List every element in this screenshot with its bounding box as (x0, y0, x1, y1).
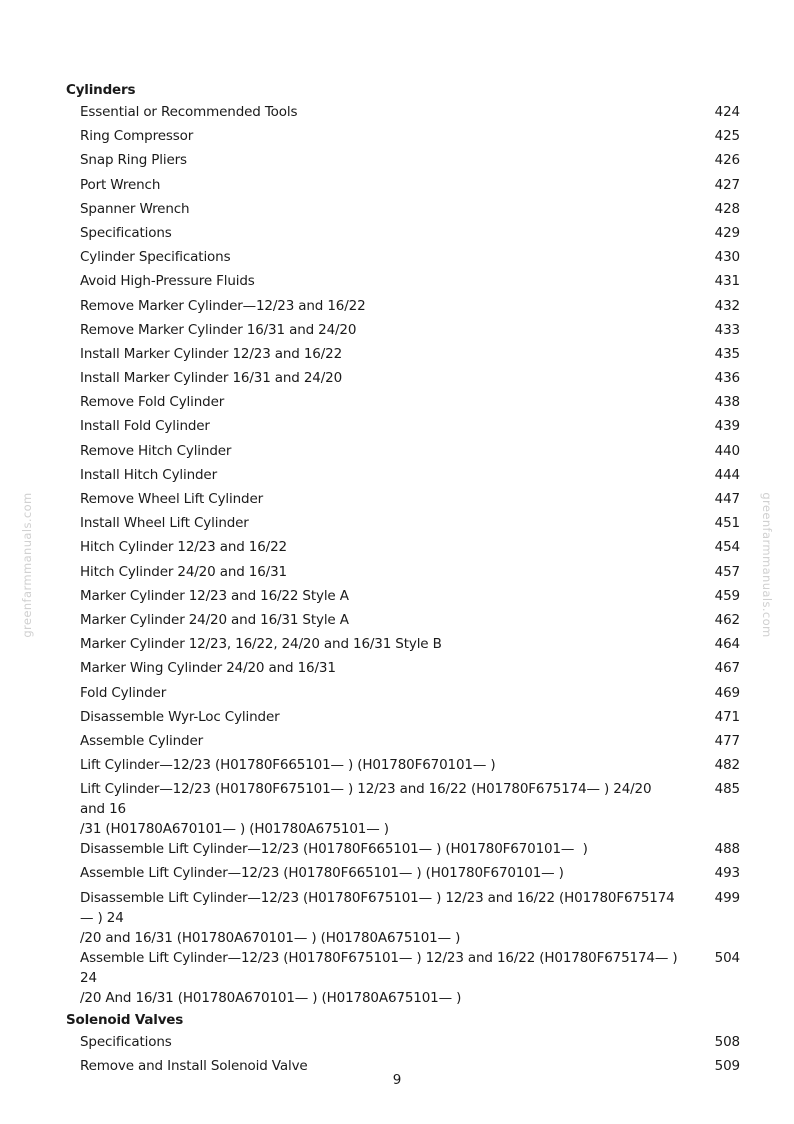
toc-entry-title: Remove and Install Solenoid Valve (80, 1057, 308, 1074)
toc-entry-page: 424 (714, 104, 740, 120)
toc-entry-page: 425 (714, 128, 740, 145)
toc-entry-title: Cylinder Specifications (80, 249, 231, 266)
toc-entry-title: Disassemble Wyr-Loc Cylinder (80, 708, 280, 725)
toc-entry[interactable] (66, 271, 746, 295)
toc-entry-page: 462 (714, 611, 740, 628)
page-number: 9 (392, 1072, 402, 1088)
toc-entry[interactable] (66, 102, 746, 126)
toc-entry-title: Specifications (80, 1033, 172, 1050)
toc-entry-title: Install Fold Cylinder (80, 418, 210, 435)
toc-entry-page: 427 (714, 176, 740, 193)
toc-entry-page: 436 (714, 370, 740, 387)
toc-entry[interactable] (66, 863, 746, 887)
toc-entry-page: 457 (714, 563, 740, 580)
toc-entry-title: Ring Compressor (80, 128, 194, 145)
toc-entry[interactable] (66, 634, 746, 658)
toc-entry[interactable] (66, 344, 746, 368)
toc-entry[interactable] (66, 562, 746, 586)
toc-entry-title: Essential or Recommended Tools (80, 104, 298, 120)
toc-entry-title: Marker Cylinder 12/23, 16/22, 24/20 and 16/31 Style B (80, 636, 442, 653)
toc-entry-title: Assemble Lift Cylinder—12/23 (H01780F665101— ) (H01780F670101— ) (80, 865, 564, 882)
toc-entry-page: 447 (714, 491, 740, 507)
toc-entry-title: Avoid High-Pressure Fluids (80, 273, 255, 290)
toc-entry-title: Marker Cylinder 24/20 and 16/31 Style A (80, 611, 349, 628)
toc-entry[interactable] (66, 150, 746, 174)
toc-entry-page: 435 (714, 345, 740, 362)
toc-entry-title: Install Marker Cylinder 16/31 and 24/20 (80, 370, 343, 387)
toc-entry[interactable] (66, 731, 746, 755)
toc-entry-page: 451 (714, 515, 740, 532)
toc-entry[interactable] (66, 610, 746, 634)
section-heading: Solenoid Valves (66, 1011, 184, 1028)
toc-entry-page: 485 (714, 781, 740, 798)
toc-entry-page: 499 (714, 889, 740, 906)
toc-entry[interactable] (66, 223, 746, 247)
toc-entry-page: 444 (714, 466, 740, 483)
toc-entry-title: Spanner Wrench (80, 200, 190, 217)
toc-entry-page: 439 (714, 418, 740, 435)
toc-entry[interactable] (66, 199, 746, 223)
toc-entry[interactable] (66, 888, 746, 948)
toc-entry[interactable] (66, 755, 746, 779)
toc-entry-title: Specifications (80, 224, 172, 241)
toc-entry[interactable] (66, 368, 746, 392)
toc-entry-title: Install Hitch Cylinder (80, 466, 217, 483)
toc-entry-page: 454 (714, 539, 740, 556)
toc-entry[interactable] (66, 296, 746, 320)
toc-entry[interactable] (66, 441, 746, 465)
toc-entry-title: Disassemble Lift Cylinder—12/23 (H01780F665101— ) (H01780F670101— ) (80, 841, 588, 858)
toc-entry[interactable] (66, 586, 746, 610)
toc-entry-page: 464 (714, 636, 740, 653)
toc-entry-title: Fold Cylinder (80, 684, 167, 701)
toc-entry-page: 482 (714, 757, 740, 774)
toc-entry-title: Hitch Cylinder 12/23 and 16/22 (80, 539, 287, 556)
toc-entry[interactable] (66, 1032, 746, 1056)
toc-entry[interactable] (66, 658, 746, 682)
toc-entry-title: Remove Marker Cylinder—12/23 and 16/22 (80, 297, 366, 314)
toc-entry-page: 426 (714, 152, 740, 169)
toc-entry-page: 440 (714, 442, 740, 459)
toc-entry-page: 508 (714, 1033, 740, 1050)
toc-entry-title: Install Wheel Lift Cylinder (80, 515, 249, 532)
toc-entry-title: Assemble Cylinder (80, 732, 204, 749)
toc-entry[interactable] (66, 513, 746, 537)
toc-entry-page: 509 (714, 1057, 740, 1074)
toc-entry-page: 431 (714, 273, 740, 290)
toc-entry-page: 477 (714, 732, 740, 749)
toc-entry-page: 433 (714, 321, 740, 338)
section-heading: Cylinders (66, 82, 136, 98)
toc-entry-title: Remove Fold Cylinder (80, 394, 225, 411)
toc-entry-page: 471 (714, 708, 740, 725)
toc-entry-title: Port Wrench (80, 176, 161, 193)
toc-entry-title: Lift Cylinder—12/23 (H01780F675101— ) 12/23 and 16/22 (H01780F675174— ) 24/20 and 16 /31 (H01780A670101— ) (H01780A675101— ) (80, 781, 652, 838)
watermark-right: greenfarmmanuals.com (760, 492, 774, 638)
toc-entry[interactable] (66, 779, 746, 839)
toc-entry[interactable] (66, 489, 746, 513)
toc-entry-page: 504 (714, 949, 740, 966)
toc-entry-page: 432 (714, 297, 740, 314)
toc-entry-page: 467 (714, 660, 740, 677)
toc-entry-page: 438 (714, 394, 740, 411)
toc-entry[interactable] (66, 683, 746, 707)
toc-entry[interactable] (66, 126, 746, 150)
toc-entry-title: Hitch Cylinder 24/20 and 16/31 (80, 563, 287, 580)
toc-entry-title: Remove Hitch Cylinder (80, 442, 232, 459)
toc-entry[interactable] (66, 247, 746, 271)
toc-entry-title: Snap Ring Pliers (80, 152, 187, 169)
toc-entry-page: 459 (714, 587, 740, 604)
toc-entry[interactable] (66, 839, 746, 863)
toc-entry[interactable] (66, 465, 746, 489)
toc-entry-title: Assemble Lift Cylinder—12/23 (H01780F675101— ) 12/23 and 16/22 (H01780F675174— ) 24 /20 And 16/31 (H01780A670101— ) (H01780A675101— ) (80, 949, 678, 1006)
toc-entry-title: Remove Wheel Lift Cylinder (80, 491, 264, 507)
toc-entry[interactable] (66, 707, 746, 731)
toc-entry[interactable] (66, 392, 746, 416)
toc-entry[interactable] (66, 537, 746, 561)
table-of-contents (66, 78, 746, 1080)
toc-entry[interactable] (66, 320, 746, 344)
toc-entry-page: 469 (714, 684, 740, 701)
toc-entry-title: Install Marker Cylinder 12/23 and 16/22 (80, 345, 343, 362)
toc-entry-title: Lift Cylinder—12/23 (H01780F665101— ) (H01780F670101— ) (80, 757, 496, 774)
toc-entry-page: 430 (714, 249, 740, 266)
toc-entry-page: 488 (714, 841, 740, 858)
toc-entry[interactable] (66, 416, 746, 440)
toc-entry-page: 428 (714, 200, 740, 217)
toc-entry-title: Disassemble Lift Cylinder—12/23 (H01780F675101— ) 12/23 and 16/22 (H01780F675174— ) 24 /20 and 16/31 (H01780A670101— ) (H01780A675101— ) (80, 889, 675, 946)
toc-entry-title: Remove Marker Cylinder 16/31 and 24/20 (80, 321, 357, 338)
toc-entry-title: Marker Wing Cylinder 24/20 and 16/31 (80, 660, 336, 677)
watermark-left: greenfarmmanuals.com (20, 492, 34, 638)
toc-entry-page: 429 (714, 224, 740, 241)
toc-entry[interactable] (66, 175, 746, 199)
toc-entry[interactable] (66, 948, 746, 1008)
toc-entry-title: Marker Cylinder 12/23 and 16/22 Style A (80, 587, 349, 604)
toc-entry-page: 493 (714, 865, 740, 882)
